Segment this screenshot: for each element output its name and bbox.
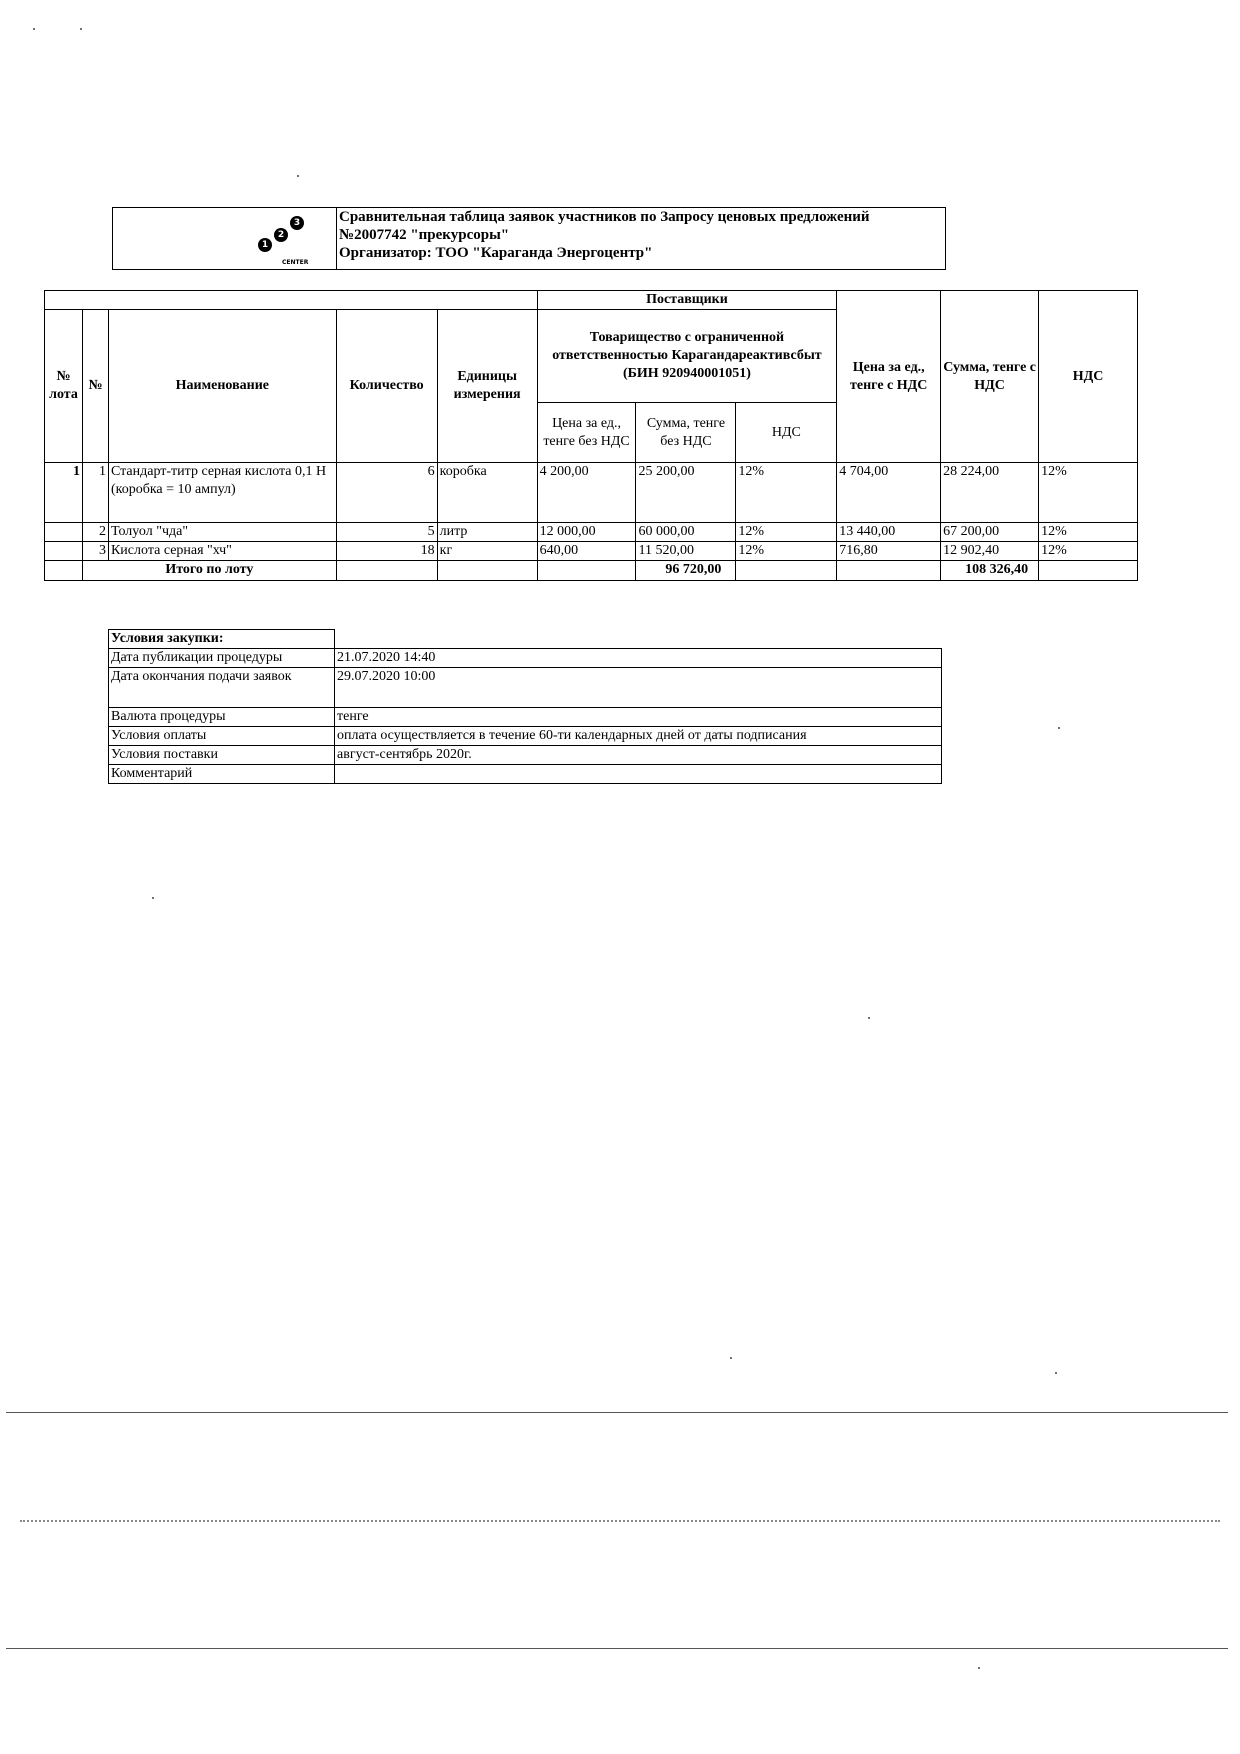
table-row [45, 542, 1138, 561]
sum-vat-cell: 28 224,00 [941, 463, 1039, 523]
qty-cell: 18 [336, 542, 437, 561]
total-empty-cell [336, 561, 437, 581]
logo-text: CENTER [282, 259, 309, 266]
condition-value: 29.07.2020 10:00 [335, 668, 942, 708]
top-empty-cell [45, 291, 538, 310]
suppliers-header: Поставщики [537, 291, 837, 310]
no-cell: 3 [82, 542, 108, 561]
supplier-vat-cell: 12% [736, 542, 837, 561]
condition-key: Валюта процедуры [109, 708, 335, 727]
total-empty-cell [736, 561, 837, 581]
row-number-header: № [82, 310, 108, 463]
unit-cell: литр [437, 523, 537, 542]
total-empty-cell [45, 561, 83, 581]
scan-speck [152, 897, 154, 899]
scan-speck [80, 28, 82, 30]
qty-cell: 5 [336, 523, 437, 542]
scan-speck [868, 1017, 870, 1019]
total-empty-cell [1039, 561, 1138, 581]
company-logo [258, 216, 314, 266]
unit-cell: кг [437, 542, 537, 561]
sum-with-vat-header: Сумма, тенге с НДС [941, 291, 1039, 463]
no-cell: 2 [82, 523, 108, 542]
supplier-vat-cell: 12% [736, 523, 837, 542]
header-organizer: Организатор: ТОО "Караганда Энергоцентр" [339, 245, 653, 261]
price-no-vat-cell: 640,00 [537, 542, 636, 561]
scan-speck [730, 1357, 732, 1359]
condition-row [109, 746, 942, 765]
lot-cell [45, 523, 83, 542]
price-no-vat-cell: 4 200,00 [537, 463, 636, 523]
scan-speck [33, 28, 35, 30]
logo-dot-3: 3 [290, 216, 304, 230]
condition-value [335, 765, 942, 784]
scan-speck [1058, 727, 1060, 729]
scan-line [6, 1412, 1228, 1413]
condition-row [109, 708, 942, 727]
sum-vat-cell: 12 902,40 [941, 542, 1039, 561]
lot-cell: 1 [45, 463, 83, 523]
name-header: Наименование [108, 310, 336, 463]
supplier-name-header: Товарищество с ограниченной ответственностью Карагандареактивсбыт (БИН 920940001051) [537, 310, 837, 403]
table-row [45, 523, 1138, 542]
supplier-vat-header: НДС [736, 403, 837, 463]
bids-table [44, 290, 1138, 581]
condition-key: Дата публикации процедуры [109, 649, 335, 668]
scan-speck [978, 1667, 980, 1669]
header-title-line2: №2007742 "прекурсоры" [339, 227, 510, 243]
lot-number-header: № лота [45, 310, 83, 463]
condition-row [109, 668, 942, 708]
total-row [45, 561, 1138, 581]
no-cell: 1 [82, 463, 108, 523]
scan-dotted-line [20, 1520, 1220, 1522]
total-sum-no-vat: 96 720,00 [636, 561, 736, 581]
total-label: Итого по лоту [82, 561, 336, 581]
name-cell: Стандарт-титр серная кислота 0,1 Н (коробка = 10 ампул) [108, 463, 336, 523]
header-title-cell [337, 208, 946, 270]
price-vat-cell: 4 704,00 [837, 463, 941, 523]
condition-key: Дата окончания подачи заявок [109, 668, 335, 708]
condition-value: август-сентябрь 2020г. [335, 746, 942, 765]
qty-cell: 6 [336, 463, 437, 523]
condition-key: Условия поставки [109, 746, 335, 765]
sum-no-vat-cell: 25 200,00 [636, 463, 736, 523]
quantity-header: Количество [336, 310, 437, 463]
name-cell: Толуол "чда" [108, 523, 336, 542]
document-header [112, 207, 946, 270]
price-vat-cell: 716,80 [837, 542, 941, 561]
price-no-vat-header: Цена за ед., тенге без НДС [537, 403, 636, 463]
vat-cell: 12% [1039, 523, 1138, 542]
procurement-conditions-table [108, 629, 942, 784]
total-empty-cell [837, 561, 941, 581]
condition-value: 21.07.2020 14:40 [335, 649, 942, 668]
sum-no-vat-cell: 60 000,00 [636, 523, 736, 542]
unit-header: Единицы измерения [437, 310, 537, 463]
price-vat-cell: 13 440,00 [837, 523, 941, 542]
header-title-line1: Сравнительная таблица заявок участников по Запросу ценовых предложений [339, 209, 870, 225]
scan-line [6, 1648, 1228, 1649]
condition-key: Условия оплаты [109, 727, 335, 746]
condition-row [109, 649, 942, 668]
sum-no-vat-cell: 11 520,00 [636, 542, 736, 561]
sum-no-vat-header: Сумма, тенге без НДС [636, 403, 736, 463]
vat-cell: 12% [1039, 542, 1138, 561]
price-no-vat-cell: 12 000,00 [537, 523, 636, 542]
conditions-title: Условия закупки: [109, 630, 335, 649]
scan-speck [1055, 1372, 1057, 1374]
total-empty-cell [437, 561, 537, 581]
condition-key: Комментарий [109, 765, 335, 784]
scan-speck [297, 175, 299, 177]
table-row [45, 463, 1138, 523]
condition-row [109, 727, 942, 746]
condition-row [109, 765, 942, 784]
logo-dot-2: 2 [274, 228, 288, 242]
logo-dot-1: 1 [258, 238, 272, 252]
name-cell: Кислота серная "хч" [108, 542, 336, 561]
lot-cell [45, 542, 83, 561]
unit-cell: коробка [437, 463, 537, 523]
logo-cell [113, 208, 337, 270]
condition-value: оплата осуществляется в течение 60-ти календарных дней от даты подписания [335, 727, 942, 746]
vat-cell: 12% [1039, 463, 1138, 523]
total-sum-with-vat: 108 326,40 [941, 561, 1039, 581]
vat-header: НДС [1039, 291, 1138, 463]
conditions-title-blank [335, 630, 942, 649]
sum-vat-cell: 67 200,00 [941, 523, 1039, 542]
supplier-vat-cell: 12% [736, 463, 837, 523]
price-with-vat-header: Цена за ед., тенге с НДС [837, 291, 941, 463]
total-empty-cell [537, 561, 636, 581]
condition-value: тенге [335, 708, 942, 727]
